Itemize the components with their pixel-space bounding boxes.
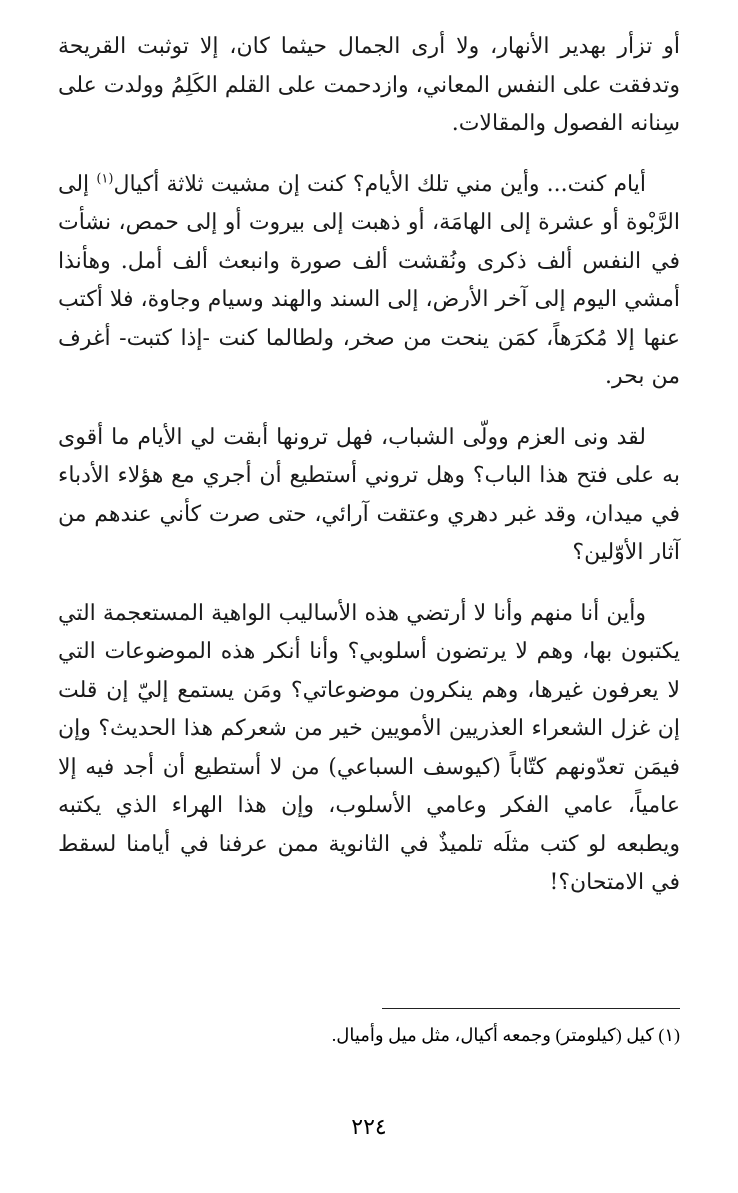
footnote-reference[interactable]: (١) <box>96 171 114 187</box>
footnote: (١) كيل (كيلومتر) وجمعه أكيال، مثل ميل وأميال. <box>331 1025 680 1045</box>
paragraph-4: وأين أنا منهم وأنا لا أرتضي هذه الأساليب الواهية المستعجمة التي يكتبون بها، وهم لا يرتضون أسلوبي؟ وأنا أنكر هذه الموضوعات التي لا يعرفون غيرها، وهم ينكرون موضوعاتي؟ ومَن يستمع إليّ إن قلت إن غزل الشعراء العذريين الأمويين خير من شعركم هذا الحديث؟ وإن فيمَن تعدّونهم كتّاباً (كيوسف السباعي) من لا أستطيع أن أجد فيه إلا عامياً، عامي الفكر وعامي الأسلوب، وإن هذا الهراء الذي يكتبه ويطبعه لو كتب مثلَه تلميذٌ في الثانوية ممن عرفنا في أيامنا لسقط في الامتحان؟! <box>58 600 680 895</box>
paragraph-2 <box>58 166 680 397</box>
footnote-divider <box>382 1008 680 1009</box>
paragraph-1: أو تزأر بهدير الأنهار، ولا أرى الجمال حيثما كان، إلا توثبت القريحة وتدفقت على النفس المعاني، وازدحمت على القلم الكَلِمُ وولدت على سِنانه الفصول والمقالات. <box>58 34 680 136</box>
paragraph-2-text-end: إلى الرَّبْوة أو عشرة إلى الهامَة، أو ذهبت إلى بيروت أو إلى حمص، نشأت في النفس ألف ذكرى ونُقشت ألف صورة وانبعث ألف أمل. وهأنذا أمشي اليوم إلى آخر الأرض، إلى السند والهند وسيام وجاوة، فلا أكتب عنها إلا مُكرَهاً، كمَن ينحت من صخر، ولطالما كنت -إذا كتبت- أغرف من بحر. <box>58 171 680 389</box>
paragraph-2-text-start: أيام كنت... وأين مني تلك الأيام؟ كنت إن مشيت ثلاثة أكيال <box>113 171 646 197</box>
paragraph-3: لقد ونى العزم وولّى الشباب، فهل ترونها أبقت لي الأيام ما أقوى به على فتح هذا الباب؟ وهل تروني أستطيع أن أجري مع هؤلاء الأدباء في ميدان، وقد غبر دهري وعتقت آرائي، حتى صرت كأني عندهم من آثار الأوّلين؟ <box>58 424 680 565</box>
page-number: ٢٢٤ <box>351 1114 387 1139</box>
